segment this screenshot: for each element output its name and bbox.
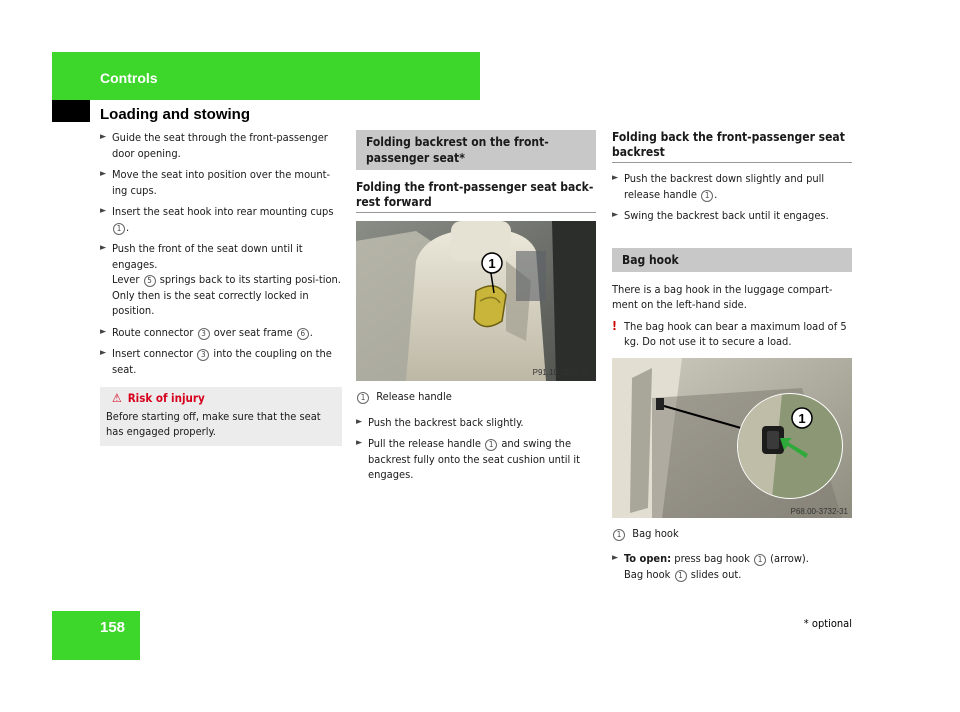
step: ► Route connector 3 over seat frame 6 . [100,325,313,339]
callout-number: 3 [198,328,210,340]
warning-text: Before starting off, make sure that the seat has engaged properly. [106,409,321,438]
callout-number: 1 [113,223,125,235]
bullet-arrow-icon: ► [100,132,107,142]
column-1 [100,130,342,446]
exclamation-icon: ! [612,318,617,333]
section-title: Loading and stowing [100,106,250,123]
figure-caption: 1 Bag hook [612,526,852,542]
svg-text:1: 1 [488,256,496,271]
step: ► Push the backrest down slightly and pull release handle 1 . [612,172,825,201]
step: ► To open: press bag hook 1 (arrow). Bag hook 1 slides out. [612,552,809,581]
step: ► Swing the backrest back until it engages. [612,209,829,222]
figure-caption: 1 Release handle [356,389,596,405]
paragraph: There is a bag hook in the luggage compart-ment on the left-hand side. [612,282,833,311]
warning-box [100,387,342,446]
step: ► Guide the seat through the front-passenger door opening. [100,131,328,160]
page-number: 158 [100,619,126,636]
chapter-title: Controls [100,70,158,86]
bullet-arrow-icon: ► [612,553,619,563]
warning-triangle-icon: ⚠ [112,391,122,405]
column-2 [356,130,596,489]
seat-release-handle-photo [356,221,596,381]
section-heading: Bag hook [612,248,852,272]
step: ► Push the backrest back slightly. [356,415,524,429]
callout-number: 1 [754,554,766,566]
callout-number: 1 [357,392,369,404]
callout-number: 3 [197,349,209,361]
step: ► Insert the seat hook into rear mounting cups 1 . [100,205,334,234]
svg-text:1: 1 [798,410,806,426]
callout-number: 1 [613,529,625,541]
callout-number: 1 [485,439,497,451]
svg-text:P91.10-3259-31: P91.10-3259-31 [532,368,590,377]
callout-number: 1 [675,570,687,582]
sub-heading: Folding back the front-passenger seat backrest [612,130,852,163]
bullet-arrow-icon: ► [356,438,363,448]
section-heading: Folding backrest on the front-passenger seat* [356,130,596,170]
svg-text:P68.00-3732-31: P68.00-3732-31 [790,506,848,516]
bullet-arrow-icon: ► [100,169,107,179]
step: ► Move the seat into position over the mount-ing cups. [100,168,331,197]
step: ► Pull the release handle 1 and swing the backrest fully onto the seat cushion until it engages. [356,437,581,481]
page-number-box [52,611,140,660]
callout-number: 5 [144,275,156,287]
warning-title: Risk of injury [127,391,205,405]
bag-hook-photo [612,358,852,518]
bullet-arrow-icon: ► [612,210,619,220]
bullet-arrow-icon: ► [356,416,363,427]
sub-heading: Folding the front-passenger seat back-rest forward [356,180,596,213]
footnote: * optional [803,617,852,630]
column-3 [612,130,852,588]
bullet-arrow-icon: ► [100,348,107,358]
step: ► Push the front of the seat down until it engages. Lever 5 springs back to its starting posi-tion. Only then is the seat correctly locked in position. [100,242,341,317]
callout-number: 1 [701,190,713,202]
bullet-arrow-icon: ► [100,206,107,216]
callout-number: 6 [297,328,309,340]
notice: ! The bag hook can bear a maximum load of 5 kg. Do not use it to secure a load. [612,318,847,348]
bullet-arrow-icon: ► [612,173,619,183]
bullet-arrow-icon: ► [100,326,107,337]
bullet-arrow-icon: ► [100,243,107,253]
step: ► Insert connector 3 into the coupling on the seat. [100,347,332,376]
section-marker [52,100,90,122]
